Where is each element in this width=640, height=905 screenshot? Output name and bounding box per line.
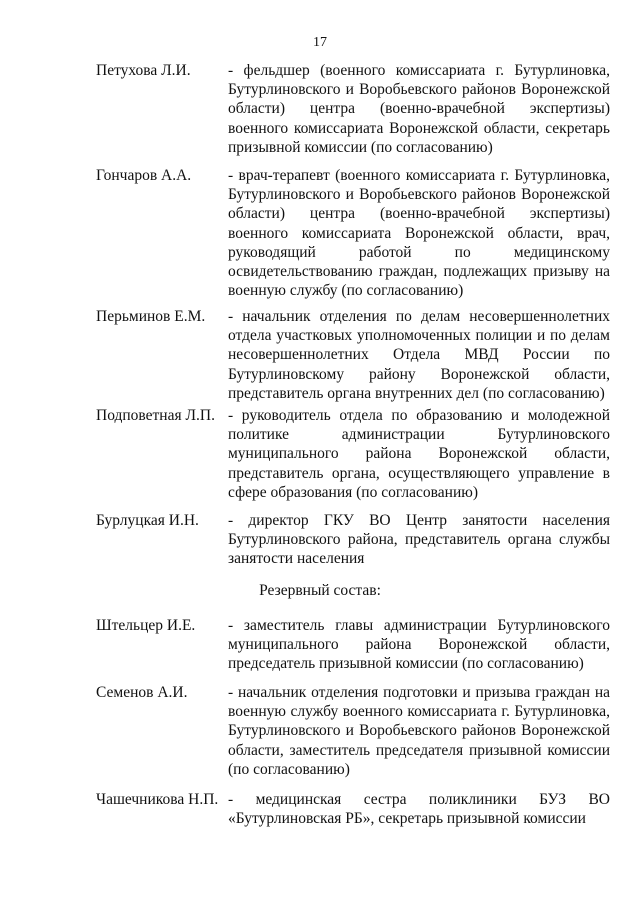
member-description: - фельдшер (военного комиссариата г. Бутурлиновка, Бутурлиновского и Воробьевского районов Воронежской области) центра (военно-врачебной экспертизы) военного комиссариата Воронежской области, секретарь призывной комиссии (по согласованию) <box>228 62 610 156</box>
member-name: Чашечникова Н.П. <box>96 791 219 808</box>
member-name: Бурлуцкая И.Н. <box>96 512 199 529</box>
member-description: - начальник отделения по делам несовершеннолетних отдела участковых уполномоченных полиции и по делам несовершеннолетних Отдела МВД России по Бутурлиновскому району Воронежской области, представитель органа внутренних дел (по согласованию) <box>228 308 610 402</box>
member-name: Петухова Л.И. <box>96 62 191 79</box>
member-name: Семенов А.И. <box>96 684 188 701</box>
member-description: - начальник отделения подготовки и призыва граждан на военную службу военного комиссариата г. Бутурлиновка, Бутурлиновского и Воробьевского районов Воронежской области, заместитель председателя призывной комиссии (по согласованию) <box>228 684 610 778</box>
member-name: Штельцер И.Е. <box>96 617 196 634</box>
member-name: Подповетная Л.П. <box>96 407 215 424</box>
member-description: - врач-терапевт (военного комиссариата г. Бутурлиновка, Бутурлиновского и Воробьевского районов Воронежской области) центра (военно-врачебной экспертизы) военного комиссариата Воронежской области, врач, руководящий работой по медицинскому освидетельствованию граждан, подлежащих призыву на военную службу (по согласованию) <box>228 167 610 300</box>
reserve-heading: Резервный состав: <box>259 582 381 599</box>
page-number: 17 <box>313 35 327 50</box>
member-name: Перьминов Е.М. <box>96 308 206 325</box>
member-description: - руководитель отдела по образованию и молодежной политике администрации Бутурлиновского муниципального района Воронежской области, представитель органа, осуществляющего управление в сфере образования (по согласованию) <box>228 407 610 501</box>
member-name: Гончаров А.А. <box>96 167 192 184</box>
member-description: - медицинская сестра поликлиники БУЗ ВО «Бутурлиновская РБ», секретарь призывной комиссии <box>228 791 610 828</box>
member-description: - директор ГКУ ВО Центр занятости населения Бутурлиновского района, представитель органа службы занятости населения <box>228 512 610 568</box>
member-description: - заместитель главы администрации Бутурлиновского муниципального района Воронежской области, председатель призывной комиссии (по согласованию) <box>228 617 610 673</box>
